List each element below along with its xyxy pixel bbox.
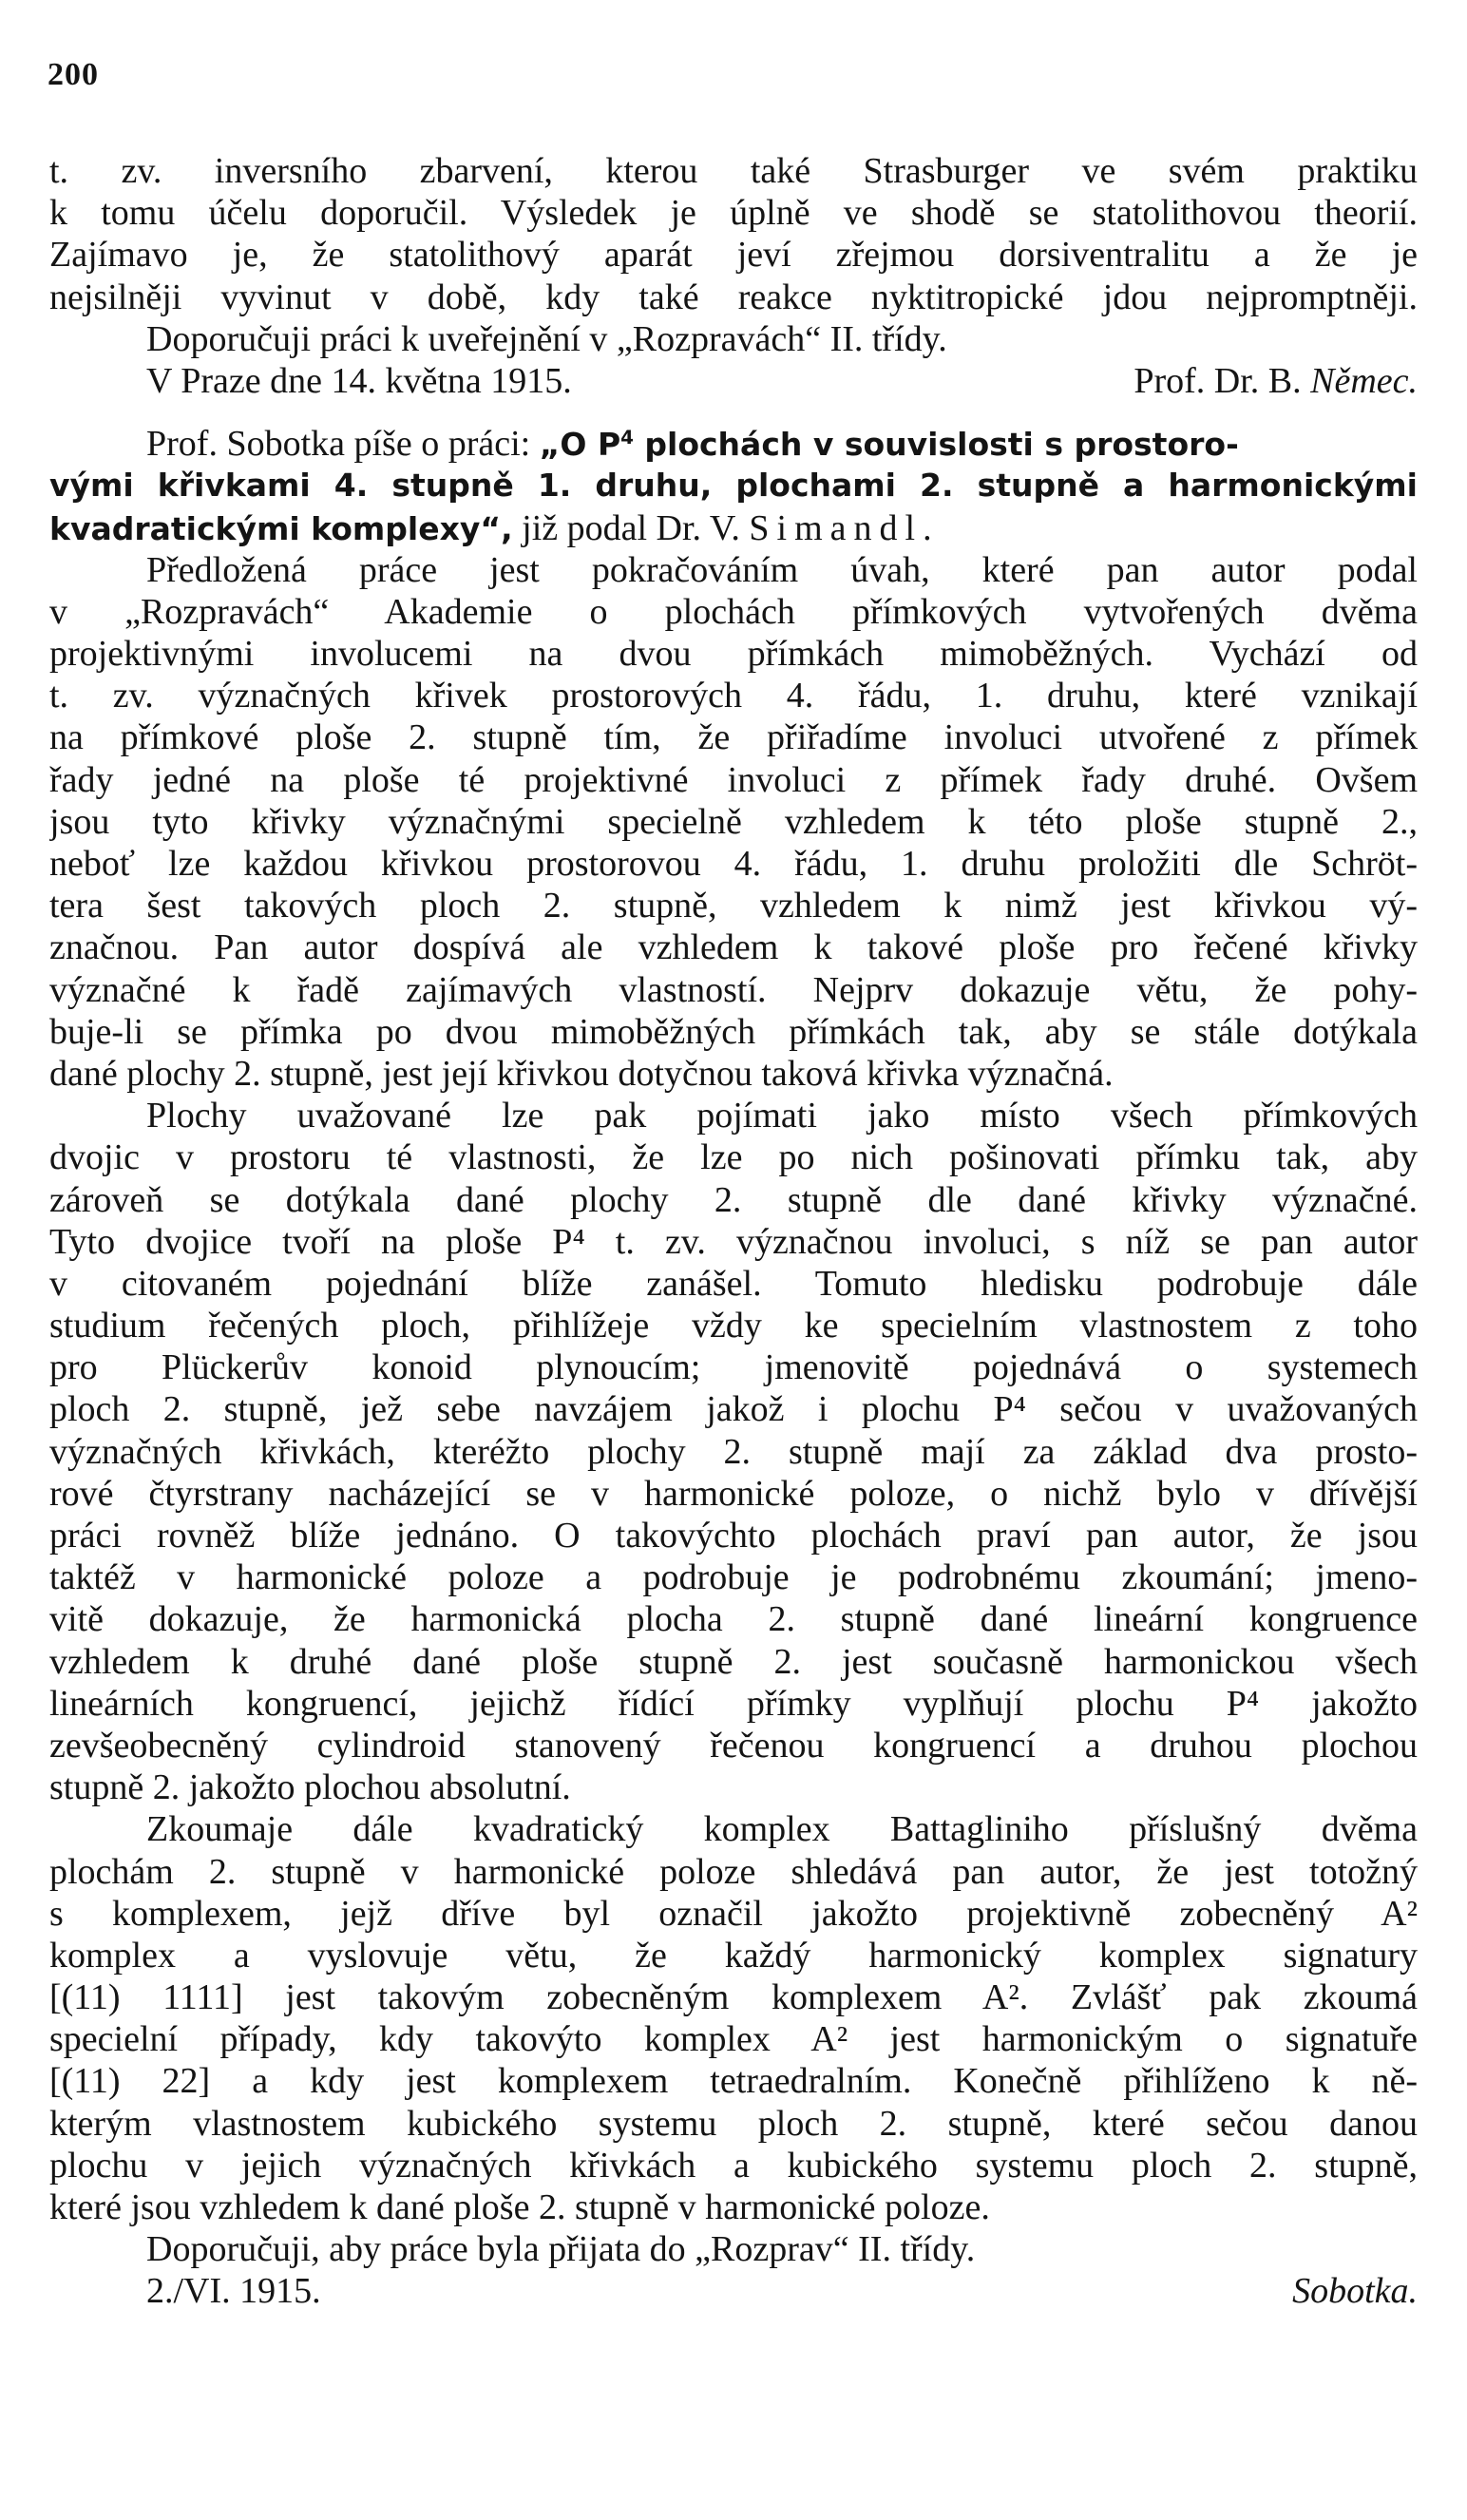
text-line: Zkoumaje dále kvadratický komplex Battagliniho příslušný dvěma: [146, 1809, 1418, 1850]
work-title-end-line: kvadratickými komplexy“, již podal Dr. V. Simandl.: [49, 507, 940, 548]
text-line: rové čtyrstrany nacházející se v harmonické poloze, o nichž bylo v dřívější: [49, 1473, 1418, 1514]
text-line: t. zv. význačných křivek prostorových 4. řádu, 1. druhu, které vznikají: [49, 676, 1418, 716]
work-title: „O $P^4$ plochách v souvislosti s prostoro-: [539, 426, 1239, 464]
text-line: [(11) 1111] jest takovým zobecněným komplexem A². Zvlášť pak zkoumá: [49, 1977, 1418, 2018]
text-line: Předložená práce jest pokračováním úvah, které pan autor podal: [146, 549, 1418, 590]
signature-author: Prof. Dr. B. Němec.: [1134, 360, 1418, 401]
text-line: které jsou vzhledem k dané ploše 2. stupně v harmonické poloze.: [49, 2187, 990, 2227]
page-number: 200: [48, 57, 99, 92]
text-line: řady jedné na ploše té projektivné involuci z přímek řady druhé. Ovšem: [49, 759, 1418, 800]
text-line: význačných křivkách, kteréžto plochy 2. stupně mají za základ dva prosto-: [49, 1431, 1418, 1472]
text-line: taktéž v harmonické poloze a podrobuje je podrobnému zkoumání; jmeno-: [49, 1557, 1418, 1598]
signature-row-nemec: [49, 360, 1418, 402]
text-line: kterým vlastnostem kubického systemu ploch 2. stupně, které sečou danou: [49, 2103, 1418, 2144]
text-line: ploch 2. stupně, jež sebe navzájem jakož i plochu P⁴ sečou v uvažovaných: [49, 1389, 1418, 1430]
recommendation-sobotka: Doporučuji, aby práce byla přijata do „Rozprav“ II. třídy.: [146, 2229, 976, 2270]
text-line: vitě dokazuje, že harmonická plocha 2. stupně dané lineární kongruence: [49, 1599, 1418, 1640]
text-line: v citovaném pojednání blíže zanášel. Tomuto hledisku podrobuje dále: [49, 1263, 1418, 1304]
text-line: plochám 2. stupně v harmonické poloze shledává pan autor, že jest totožný: [49, 1851, 1418, 1892]
text-line: zároveň se dotýkala dané plochy 2. stupně dle dané křivky význačné.: [49, 1179, 1418, 1220]
text-line: vzhledem k druhé dané ploše stupně 2. jest současně harmonickou všech: [49, 1641, 1418, 1682]
text-line: [(11) 22] a kdy jest komplexem tetraedralním. Konečně přihlíženo k ně-: [49, 2061, 1418, 2102]
work-title-line: vými křivkami 4. stupně 1. druhu, plochami 2. stupně a harmonickými: [49, 467, 1418, 505]
text-line: dané plochy 2. stupně, jest její křivkou dotyčnou taková křivka význačná.: [49, 1053, 1114, 1094]
text-line: v „Rozpravách“ Akademie o plochách přímkových vytvořených dvěma: [49, 591, 1418, 632]
text-line: neboť lze každou křivkou prostorovou 4. řádu, 1. druhu proložiti dle Schröt-: [49, 844, 1418, 884]
text-line: projektivnými involucemi na dvou přímkách mimoběžných. Vychází od: [49, 634, 1418, 675]
text-line: dvojic v prostoru té vlastnosti, že lze po nich pošinovati přímku tak, aby: [49, 1137, 1418, 1178]
text-line: lineárních kongruencí, jejichž řídící přímky vyplňují plochu P⁴ jakožto: [49, 1683, 1418, 1724]
text-line: zevšeobecněný cylindroid stanovený řečenou kongruencí a druhou plochou: [49, 1725, 1418, 1766]
text-line: plochu v jejich význačných křivkách a kubického systemu ploch 2. stupně,: [49, 2145, 1418, 2186]
text-line: studium řečených ploch, přihlížeje vždy ke specielním vlastnostem z toho: [49, 1306, 1418, 1346]
recommendation-nemec: Doporučuji práci k uveřejnění v „Rozpravách“ II. třídy.: [146, 318, 947, 359]
paragraph-3: [49, 1808, 1418, 2228]
text-line: tera šest takových ploch 2. stupně, vzhledem k nimž jest křivkou vý-: [49, 886, 1418, 926]
text-line: specielní případy, kdy takovýto komplex A² jest harmonickým o signatuře: [49, 2019, 1418, 2060]
text-line: komplex a vyslovuje větu, že každý harmonický komplex signatury: [49, 1935, 1418, 1976]
text-line: práci rovněž blíže jednáno. O takovýchto plochách praví pan autor, že jsou: [49, 1516, 1418, 1556]
text-line: buje-li se přímka po dvou mimoběžných přímkách tak, aby se stále dotýkala: [49, 1011, 1418, 1052]
text-line: význačné k řadě zajímavých vlastností. Nejprv dokazuje větu, že pohy-: [49, 969, 1418, 1010]
text-line: Plochy uvažované lze pak pojímati jako místo všech přímkových: [146, 1096, 1418, 1136]
text-line: na přímkové ploše 2. stupně tím, že přiřadíme involuci utvořené z přímek: [49, 717, 1418, 758]
text-line: s komplexem, jejž dříve byl označil jakožto projektivně zobecněný A²: [49, 1893, 1418, 1934]
text-line: značnou. Pan autor dospívá ale vzhledem k takové ploše pro řečené křivky: [49, 927, 1418, 968]
signature-author: Sobotka.: [1292, 2271, 1418, 2312]
paragraph-1: [49, 549, 1418, 1095]
text-line: t. zv. inversního zbarvení, kterou také Strasburger ve svém praktiku: [49, 151, 1418, 191]
text-line: Tyto dvojice tvoří na ploše P⁴ t. zv. význačnou involuci, s níž se pan autor: [49, 1221, 1418, 1262]
body-text: [49, 150, 1418, 2313]
signature-date: V Praze dne 14. května 1915.: [146, 360, 572, 401]
author-name: Simandl.: [749, 507, 940, 548]
text-line: Zajímavo je, že statolithový aparát jeví zřejmou dorsiventralitu a že je: [49, 235, 1418, 276]
signature-row-sobotka: [49, 2270, 1418, 2312]
text-line: nejsilněji vyvinut v době, kdy také reakce nyktitropické jdou nejpromptněji.: [49, 277, 1418, 317]
report-intro-line: Prof. Sobotka píše o práci: „O $P^4$ plochách v souvislosti s prostoro-: [146, 424, 1239, 465]
text-line: jsou tyto křivky význačnými specielně vzhledem k této ploše stupně 2.,: [49, 801, 1418, 842]
signature-date: 2./VI. 1915.: [146, 2271, 321, 2312]
paragraph-2: [49, 1095, 1418, 1808]
text-line: pro Plückerův konoid plynoucím; jmenovitě pojednává o systemech: [49, 1347, 1418, 1388]
text-line: stupně 2. jakožto plochou absolutní.: [49, 1767, 571, 1808]
text-line: k tomu účelu doporučil. Výsledek je úplně ve shodě se statolithovou theorií.: [49, 193, 1418, 234]
